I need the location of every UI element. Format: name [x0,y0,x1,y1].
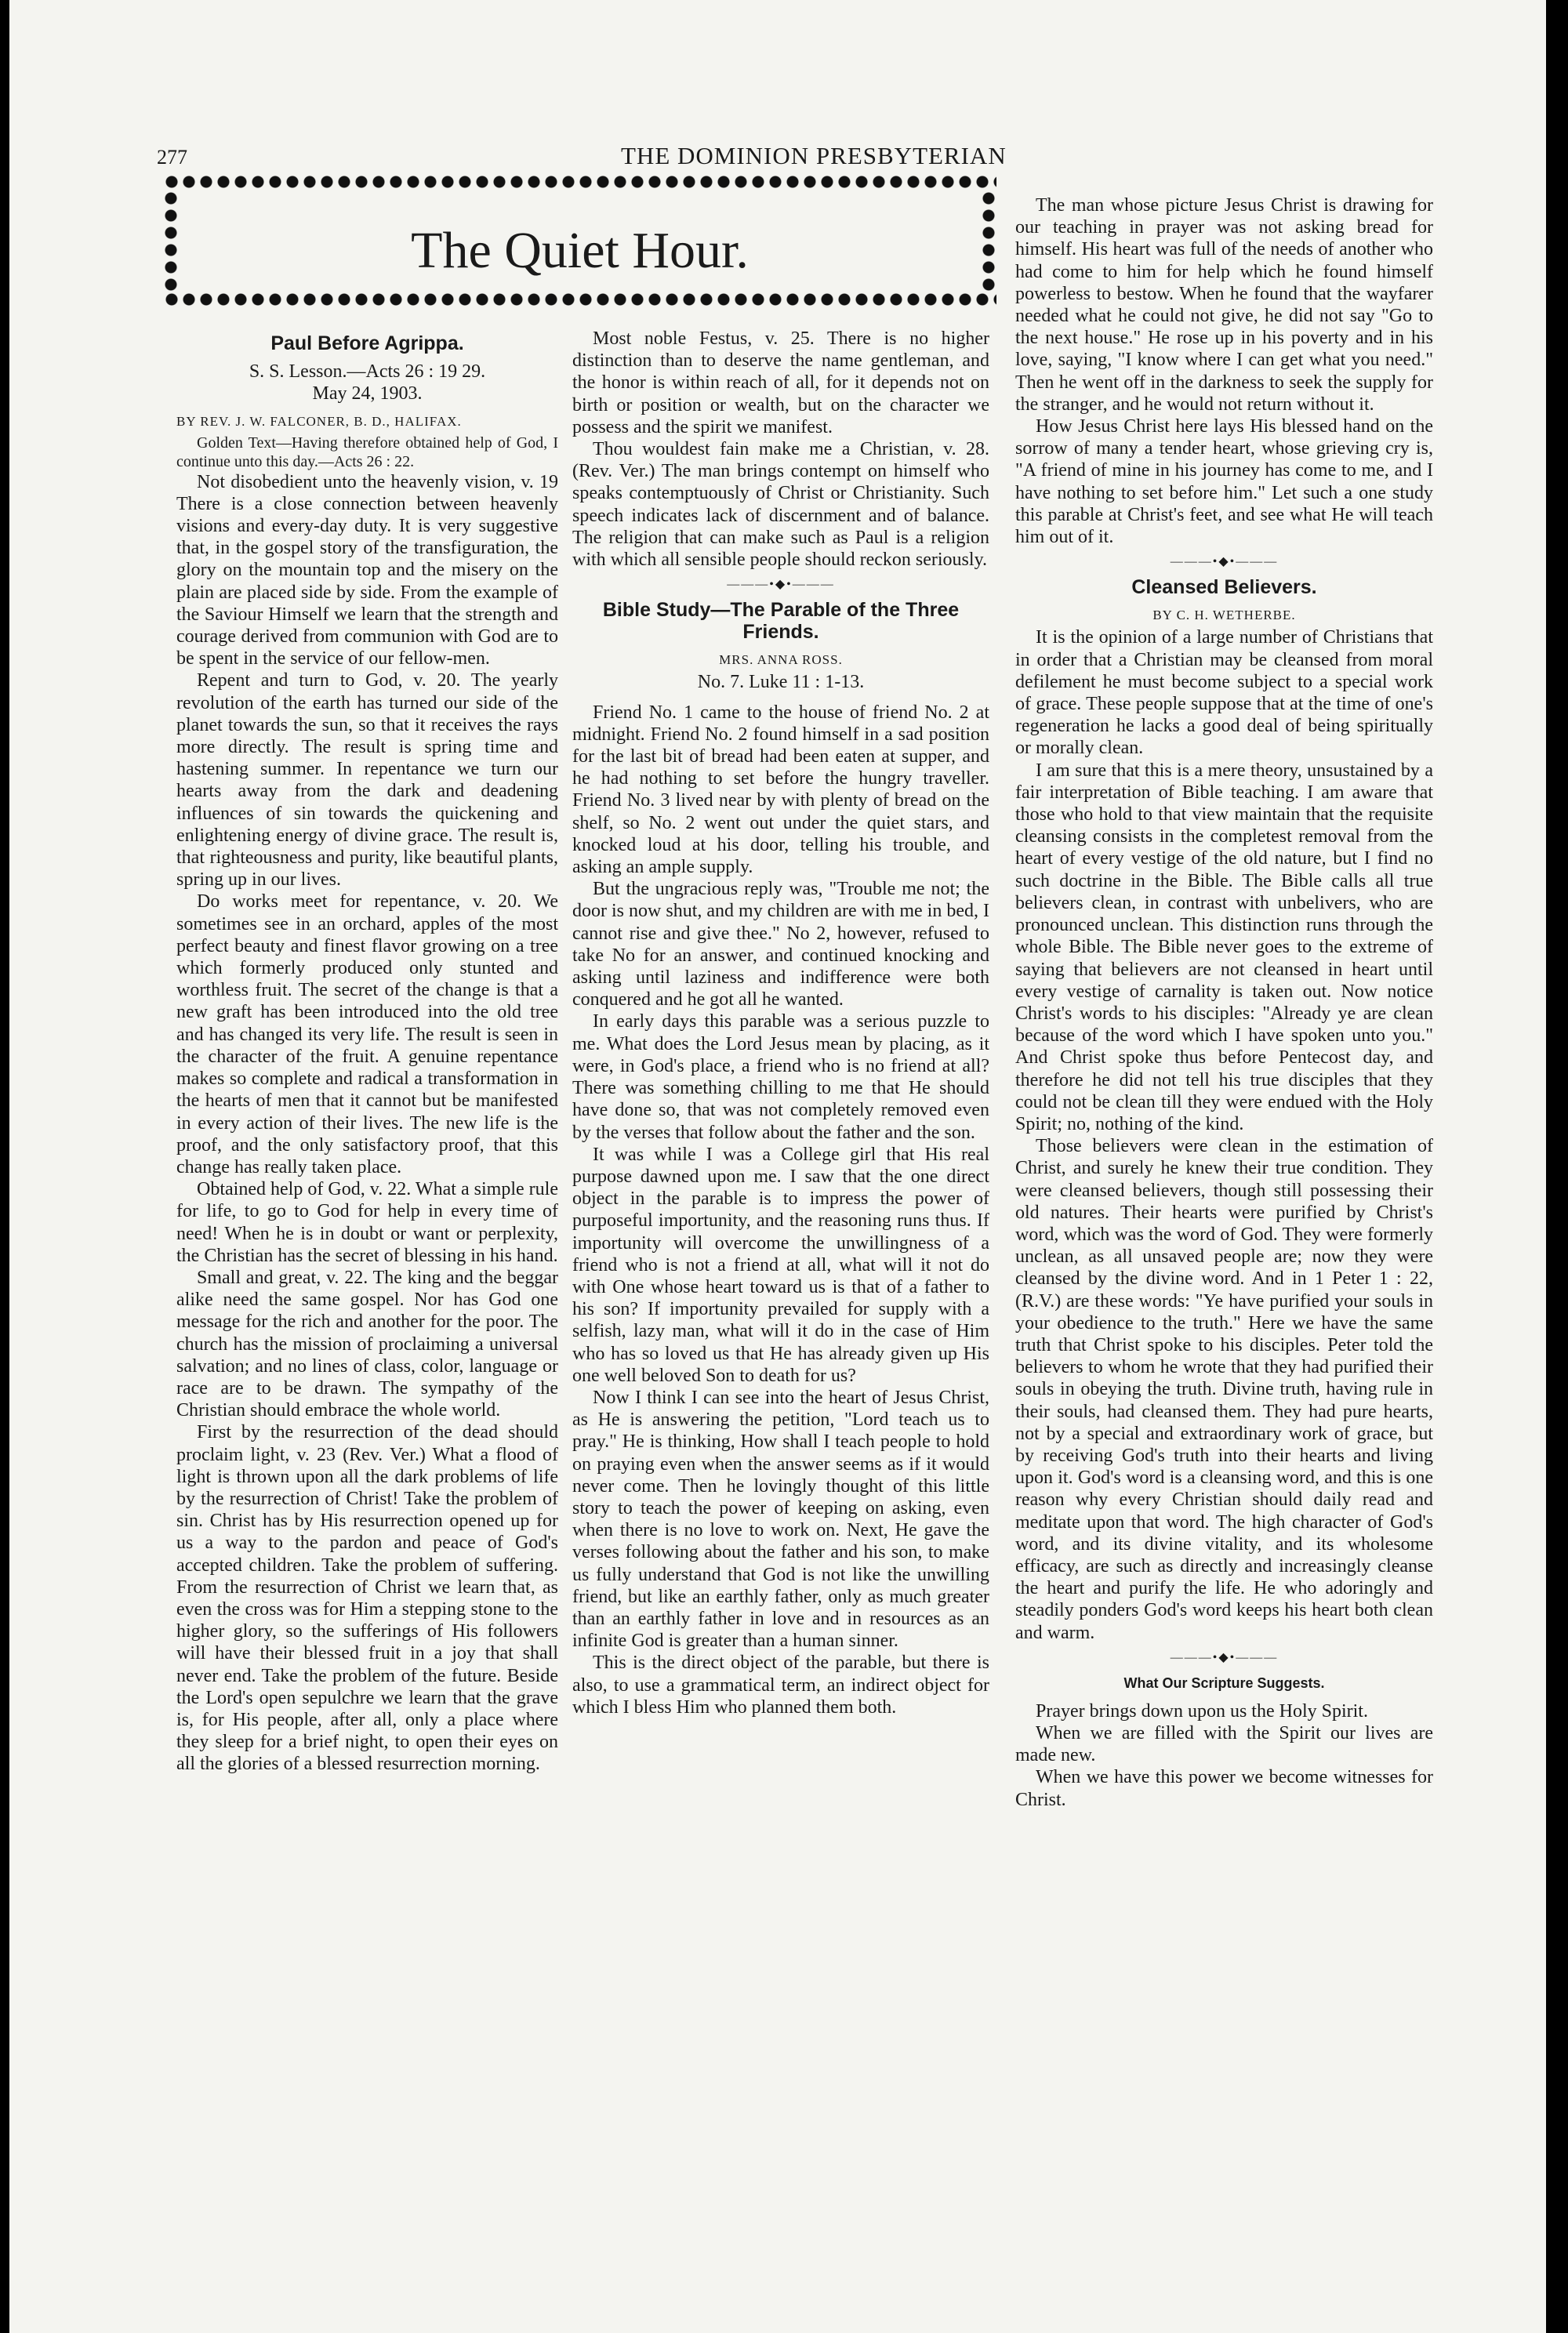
page-number: 277 [157,146,187,169]
section-divider: ———•◆•——— [1170,1650,1279,1664]
section-divider: ———•◆•——— [727,578,835,592]
column-1 [176,328,558,1776]
cleansed-paragraph: Those believers were clean in the estimation of Christ, and surely he knew their true condition. They were cleansed believers, though still possessing their old natures. Their hearts were purified by Christ's word, which was the word of God. They were formerly unclean, as all unsaved people are; now they were cleansed by the divine word. And in 1 Peter 1 : 22, (R.V.) are these words: "Ye have purified your souls in your obedience to the truth." Here we have the same truth that Christ spoke to his disciples. Peter told the believers to whom he wrote that they had purified their souls in obeying the truth. Divine truth, having rule in their souls, had cleansed them. They had pure hearts, not by a special and extraordinary work of grace, but by receiving God's truth into their hearts and living upon it. God's word is a cleansing word, and this is one reason why every Christian should daily read and meditate upon that word. The high character of God's word, and its divine vitality, and its wholesome efficacy, are such as directly and increasingly cleanse the heart and purify the life. He who adoringly and steadily ponders God's word keeps his heart both clean and warm. [1015,1136,1433,1643]
lesson-paragraph: Most noble Festus, v. 25. There is no higher distinction than to deserve the name gentleman, and the honor is within reach of all, for it depends not on birth or position or wealth, but on the character we possess and the spirit we manifest. [572,328,989,437]
newspaper-page [9,0,1546,2333]
bible-study-paragraph: It was while I was a College girl that His real purpose dawned upon me. I saw that the one direct object in the parable is to impress the power of purposeful importunity, and the reasoning runs thus. If importunity will overcome the unwillingness of a friend who is not a friend at all, what will it not do with One whose heart toward us is that of a father to his son? If importunity prevailed for supply with a selfish, lazy man, what will it do in the case of Him who has so loved us that He has already given up His one well beloved Son to death for us? [572,1144,989,1386]
column-2 [572,328,989,1718]
bible-study-paragraph: In early days this parable was a serious puzzle to me. What does the Lord Jesus mean by placing, as it were, in God's place, a friend who is no friend at all? There was something chilling to me that He should have done so, that was not completely removed even by the verses that follow about the father and the son. [572,1011,989,1143]
column-3 [1015,194,1433,1811]
lesson-byline: BY REV. J. W. FALCONER, B. D., HALIFAX. [176,414,462,430]
bible-study-paragraph: The man whose picture Jesus Christ is drawing for our teaching in prayer was not asking bread for himself. His heart was full of the needs of another who had come to him for help which he found himself powerless to bestow. When he found that the wayfarer needed what he could not give, he did not say "Go to the next house." He rose up in his poverty and in his love, saying, "I know where I can get what you need." Then he went off in the darkness to seek the supply for the stranger, and he would not return without it. [1015,195,1433,415]
cleansed-heading: Cleansed Believers. [1131,576,1317,599]
scripture-paragraph: When we are filled with the Spirit our lives are made new. [1015,1723,1433,1766]
bible-study-paragraph: How Jesus Christ here lays His blessed hand on the sorrow of many a tender heart, whose grieving cry is, "A friend of mine in his journey has come to me, and I have nothing to set before him." Let such a one study this parable at Christ's feet, and see what He will teach him out of it. [1015,416,1433,548]
bible-study-paragraph: Friend No. 1 came to the house of friend No. 2 at midnight. Friend No. 2 found himself in a sad position for the last bit of bread had been eaten at supper, and he had nothing to set before the hungry traveller. Friend No. 3 lived near by with plenty of bread on the shelf, so No. 2 went out under the quiet stars, and knocked loud at his door, telling his trouble, and asking an ample supply. [572,702,989,878]
bible-study-heading: Bible Study—The Parable of the Three Friends. [602,599,960,644]
lesson-paragraph: Repent and turn to God, v. 20. The yearly revolution of the earth has turned our side of the planet towards the sun, so that it receives the rays more directly. The result is spring time and hastening summer. In repentance we turn our hearts away from the dark and deadening influences of sin towards the quickening and enlightening energy of divine grace. The result is, that righteousness and purity, like beautiful plants, spring up in our lives. [176,670,558,891]
section-divider: ———•◆•——— [1170,555,1279,569]
title-box [163,174,996,307]
cleansed-byline: BY C. H. WETHERBE. [1152,608,1296,623]
lesson-paragraph: Not disobedient unto the heavenly vision, v. 19 There is a close connection between heavenly visions and every-day duty. It is very suggestive that, in the gospel story of the transfiguration, the glory on the mountain top and the misery on the plain are placed side by side. From the example of the Saviour Himself we learn that the strength and courage derived from communion with God are to be spent in the service of our fellow-men. [176,471,558,669]
bible-study-reference: No. 7. Luke 11 : 1-13. [697,672,865,693]
bible-study-paragraph: Now I think I can see into the heart of Jesus Christ, as He is answering the petition, "Lord teach us to pray." He is thinking, How shall I teach people to hold on praying even when the answer seems as if it would never come. Then he lovingly thought of this little story to teach the power of keeping on asking, even when there is no love to work on. Next, He gave the verses following about the father and his son, to make us fully understand that God is not like the unwilling friend, but like an earthly father, only as much greater than an earthly father in love and in resources as an infinite God is greater than a human sinner. [572,1387,989,1652]
lesson-date: May 24, 1903. [312,383,423,405]
lesson-reference: S. S. Lesson.—Acts 26 : 19 29. [249,361,486,382]
golden-text: Golden Text—Having therefore obtained help of God, I continue unto this day.—Acts 26 : 22. [176,434,558,470]
ornamental-border-top [163,174,996,190]
lesson-paragraph: First by the resurrection of the dead should proclaim light, v. 23 (Rev. Ver.) What a flood of light is thrown upon all the dark problems of life by the resurrection of Christ! Take the problem of sin. Christ has by His resurrection opened up for us a way to the pardon and peace of God's accepted children. Take the problem of suffering. From the resurrection of Christ we learn that, as even the cross was for Him a stepping stone to the higher glory, so the sufferings of His followers will have their blessed fruit in a joy that shall never end. Take the problem of the future. Beside the Lord's open sepulchre we learn that the grave is, for His people, after all, only a place where they sleep for a brief night, to open their eyes on all the glories of a blessed resurrection morning. [176,1422,558,1775]
scripture-heading: What Our Scripture Suggests. [1123,1674,1325,1691]
running-head: THE DOMINION PRESBYTERIAN [621,142,1007,169]
lesson-paragraph: Small and great, v. 22. The king and the beggar alike need the same gospel. Nor has God one message for the rich and another for the poor. The church has the mission of proclaiming a universal salvation; and no lines of class, color, language or race are to be drawn. The sympathy of the Christian should embrace the whole world. [176,1267,558,1421]
lesson-paragraph: Do works meet for repentance, v. 20. We sometimes see in an orchard, apples of the most perfect beauty and finest flavor growing on a tree which formerly produced only stunted and worthless fruit. The secret of the change is that a new graft has been introduced into the old tree and has changed its very life. The result is seen in the character of the fruit. A genuine repentance makes so complete and radical a transformation in the hearts of men that it cannot but be manifested in every action of their lives. The new life is the proof, and the only satisfactory proof, that this change has really taken place. [176,891,558,1177]
lesson-paragraph: Thou wouldest fain make me a Christian, v. 28. (Rev. Ver.) The man brings contempt on himself who speaks contemptuously of Christ or Christianity. Such speech indicates lack of discernment and of balance. The religion that can make such as Paul is a religion with which all sensible people should reckon seriously. [572,439,989,571]
bible-study-paragraph: But the ungracious reply was, "Trouble me not; the door is now shut, and my children are with me in bed, I cannot rise and give thee." No 2, however, refused to take No for an answer, and continued knocking and asking until laziness and indifference were both conquered and he got all he wanted. [572,879,989,1010]
lesson-paragraph: Obtained help of God, v. 22. What a simple rule for life, to go to God for help in every time of need! When he is in doubt or want or perplexity, the Christian has the secret of blessing in his hand. [176,1179,558,1266]
ornamental-border-bottom [163,292,996,307]
bible-study-paragraph: This is the direct object of the parable, but there is also, to use a grammatical term, an indirect object for which I bless Him who planned them both. [572,1653,989,1718]
lesson-heading: Paul Before Agrippa. [270,332,464,354]
scripture-paragraph: Prayer brings down upon us the Holy Spirit. [1036,1700,1368,1722]
bible-study-byline: MRS. ANNA ROSS. [719,652,843,668]
section-title: The Quiet Hour. [411,222,749,279]
cleansed-paragraph: It is the opinion of a large number of Christians that in order that a Christian may be cleansed from moral defilement he must become subject to a special work of grace. These people suppose that at the time of one's regeneration he lacks a good deal of being spiritually or morally clean. [1015,627,1433,759]
scripture-paragraph: When we have this power we become witnesses for Christ. [1015,1767,1433,1810]
cleansed-paragraph: I am sure that this is a mere theory, unsustained by a fair interpretation of Bible teaching. I am aware that those who hold to that view maintain that the requisite cleansing consists in the completest removal from the heart of every vestige of the old nature, but I find no such doctrine in the Bible. The Bible calls all true believers clean, in contrast with unbelivers, who are pronounced unclean. This distinction runs through the whole Bible. The Bible never goes to the extreme of saying that believers are not cleansed in heart until every vestige of carnality is taken out. Now notice Christ's words to his disciples: "Already ye are clean because of the word which I have spoken unto you." And Christ spoke thus before Pentecost day, and therefore he did not tell his true disciples that they could not be clean till they were endued with the Holy Spirit; no, nothing of the kind. [1015,760,1433,1134]
